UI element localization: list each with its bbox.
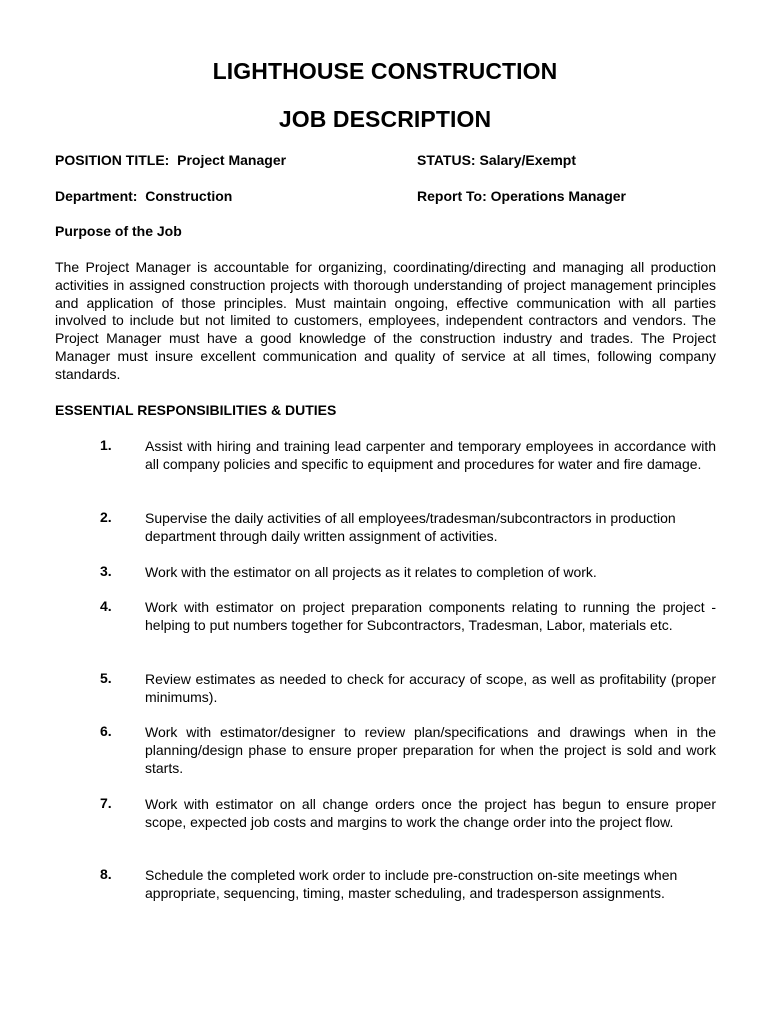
duty-text: Supervise the daily activities of all employees/tradesman/subcontractors in production department through daily written assignment of activities. bbox=[145, 510, 676, 544]
duty-number: 8. bbox=[100, 866, 112, 882]
duty-number: 4. bbox=[100, 598, 112, 614]
purpose-paragraph: The Project Manager is accountable for organizing, coordinating/directing and managing all production activities in assigned construction projects with thorough understanding of project management principles and application of those principles. Must maintain ongoing, effective communication with all parties involved to include but not limited to customers, employees, independent contractors and vendors. The Project Manager must have a good knowledge of the construction industry and trades. The Project Manager must insure excellent communication and quality of service at all times, following company standards. bbox=[55, 259, 716, 382]
duty-text: Assist with hiring and training lead carpenter and temporary employees in accordance with all company policies and specific to equipment and procedures for water and fire damage. bbox=[145, 438, 716, 472]
document-title: JOB DESCRIPTION bbox=[278, 106, 492, 132]
duty-text: Work with estimator/designer to review plan/specifications and drawings when in the planning/design phase to ensure proper preparation for when the project is sold and work starts. bbox=[145, 724, 716, 776]
duty-number: 5. bbox=[100, 670, 112, 686]
duty-number: 6. bbox=[100, 723, 112, 739]
duty-text: Work with estimator on all change orders once the project has begun to ensure proper scope, expected job costs and margins to work the change order into the project flow. bbox=[145, 796, 716, 830]
duty-text: Work with the estimator on all projects as it relates to completion of work. bbox=[145, 564, 597, 580]
position-title-label: POSITION TITLE: bbox=[55, 152, 170, 168]
report-to-field bbox=[417, 188, 626, 204]
status-value: Salary/Exempt bbox=[479, 152, 576, 168]
status-field bbox=[417, 152, 576, 168]
duty-text: Work with estimator on project preparation components relating to running the project - helping to put numbers together for Subcontractors, Tradesman, Labor, materials etc. bbox=[145, 599, 716, 633]
duty-number: 1. bbox=[100, 437, 112, 453]
department-label: Department: bbox=[55, 188, 138, 204]
position-title-field bbox=[55, 152, 286, 168]
duty-text: Schedule the completed work order to include pre-construction on-site meetings when appropriate, sequencing, timing, master scheduling, and tradesperson assignments. bbox=[145, 867, 678, 901]
responsibilities-heading: ESSENTIAL RESPONSIBILITIES & DUTIES bbox=[55, 402, 337, 418]
purpose-heading: Purpose of the Job bbox=[55, 223, 182, 239]
department-value: Construction bbox=[145, 188, 233, 204]
company-title: LIGHTHOUSE CONSTRUCTION bbox=[212, 58, 558, 84]
duty-number: 7. bbox=[100, 795, 112, 811]
status-label: STATUS: bbox=[417, 152, 476, 168]
position-title-value: Project Manager bbox=[177, 152, 287, 168]
duty-number: 2. bbox=[100, 509, 112, 525]
department-field bbox=[55, 188, 232, 204]
duty-number: 3. bbox=[100, 563, 112, 579]
duty-text: Review estimates as needed to check for accuracy of scope, as well as profitability (proper minimums). bbox=[145, 671, 716, 705]
report-to-label: Report To: bbox=[417, 188, 487, 204]
report-to-value: Operations Manager bbox=[490, 188, 626, 204]
